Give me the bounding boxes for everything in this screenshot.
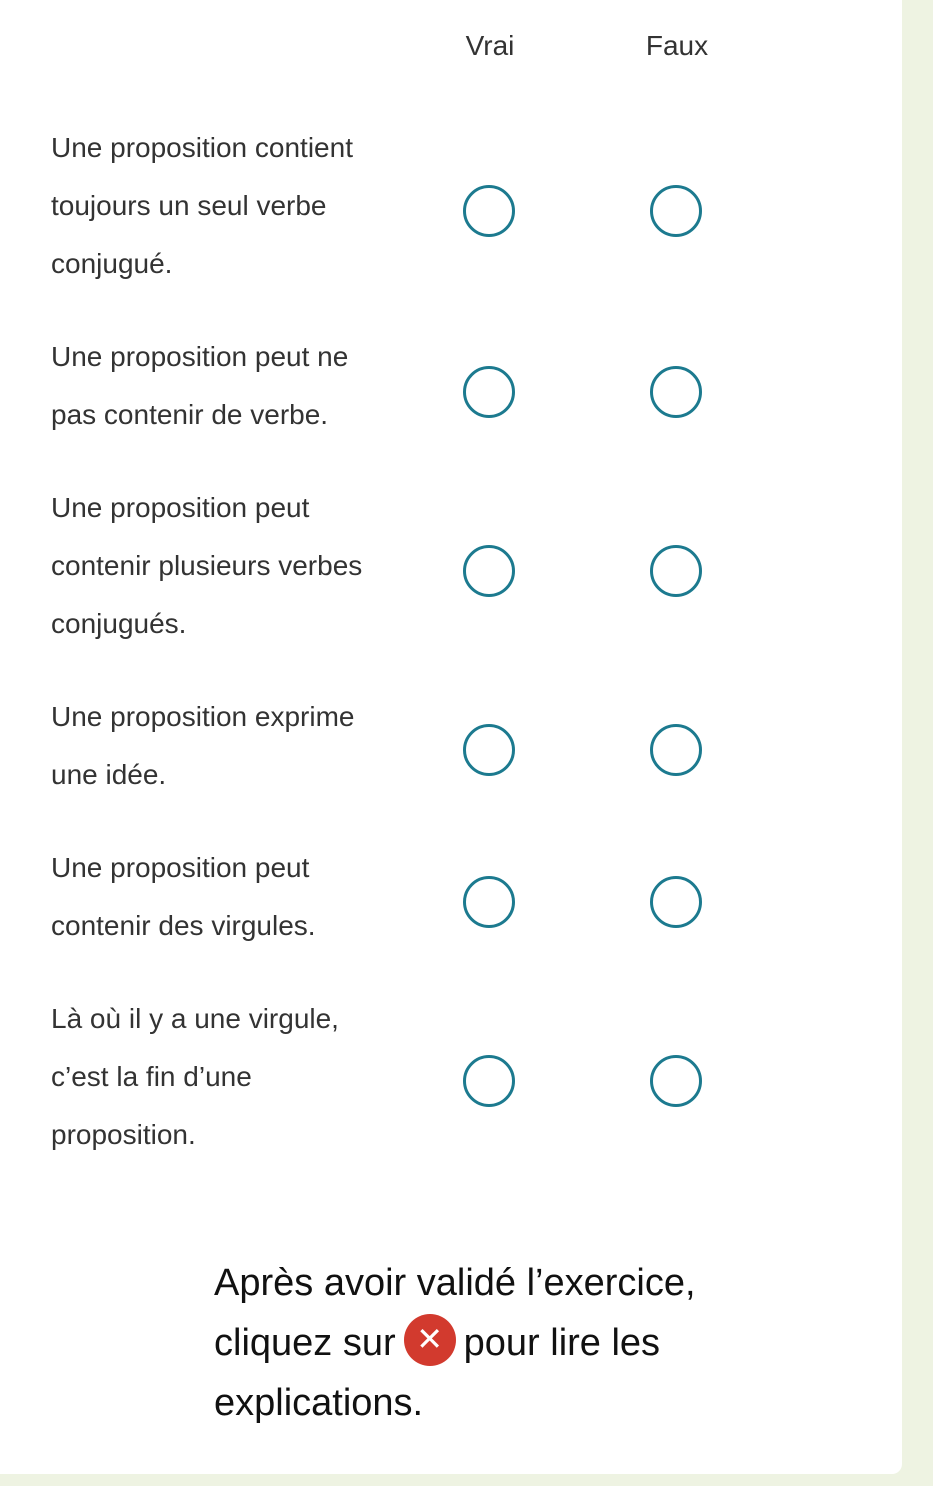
- note-text-before: Après avoir validé l’exercice, cliquez sur: [214, 1262, 696, 1364]
- question-4-text: Une proposition exprime une idée.: [51, 701, 355, 790]
- question-1-vrai-radio[interactable]: [463, 185, 515, 237]
- question-6-text: Là où il y a une virgule, c’est la fin d’une proposition.: [51, 1003, 339, 1150]
- question-2-vrai-radio[interactable]: [463, 366, 515, 418]
- question-3-vrai-radio[interactable]: [463, 545, 515, 597]
- close-icon: ✕: [404, 1314, 456, 1366]
- question-4-vrai-radio[interactable]: [463, 724, 515, 776]
- question-5-vrai-radio[interactable]: [463, 876, 515, 928]
- question-4-faux-radio[interactable]: [650, 724, 702, 776]
- question-3-text: Une proposition peut contenir plusieurs verbes conjugués.: [51, 492, 363, 639]
- question-1-text: Une proposition contient toujours un seul verbe conjugué.: [51, 132, 353, 279]
- question-5-text: Une proposition peut contenir des virgules.: [51, 852, 316, 941]
- question-3-faux-radio[interactable]: [650, 545, 702, 597]
- instructions-note: [214, 1253, 734, 1433]
- question-2-faux-radio[interactable]: [650, 366, 702, 418]
- question-5-faux-radio[interactable]: [650, 876, 702, 928]
- question-6-vrai-radio[interactable]: [463, 1055, 515, 1107]
- column-header-vrai: Vrai: [465, 30, 515, 61]
- note-text-after: pour lire les explications.: [214, 1322, 661, 1424]
- column-header-faux: Faux: [645, 30, 709, 61]
- question-1-faux-radio[interactable]: [650, 185, 702, 237]
- question-2-text: Une proposition peut ne pas contenir de verbe.: [51, 341, 349, 430]
- question-6-faux-radio[interactable]: [650, 1055, 702, 1107]
